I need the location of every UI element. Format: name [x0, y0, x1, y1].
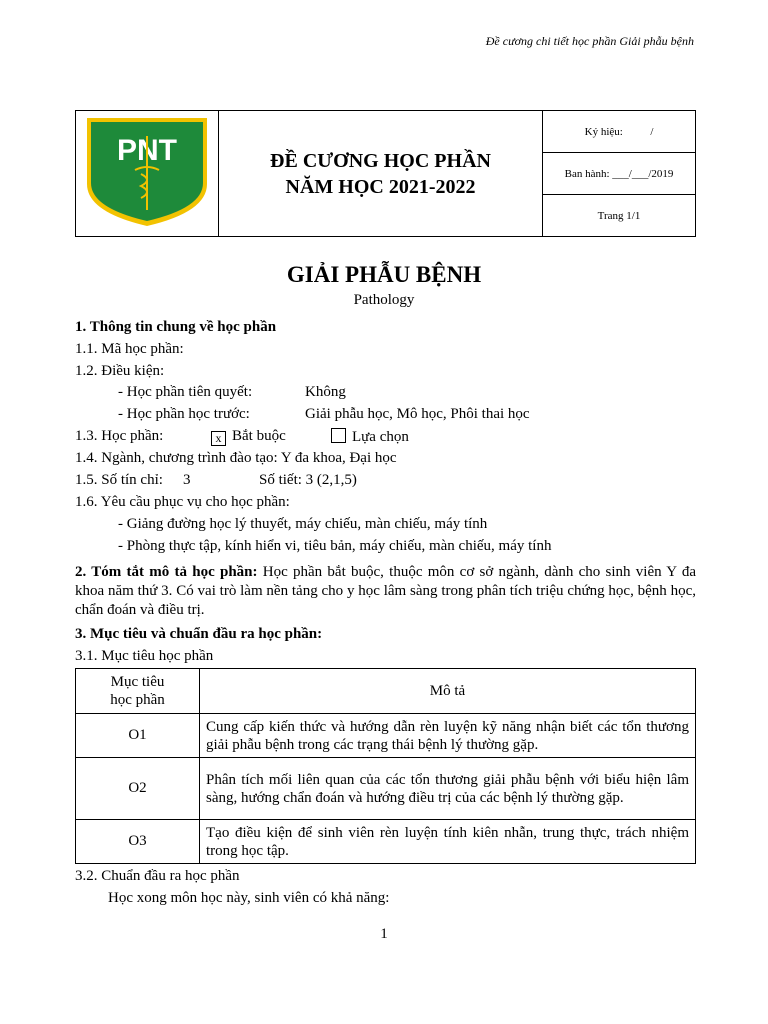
table-header-row [76, 669, 696, 714]
objective-description: Tạo điều kiện để sinh viên rèn luyện tính kiên nhẫn, trung thực, trách nhiệm trong học tập. [200, 820, 696, 864]
table-header-objective: Mục tiêu học phần [76, 669, 200, 714]
section2-heading: 2. Tóm tắt mô tả học phần: [75, 564, 258, 580]
section1-heading: 1. Thông tin chung về học phần [75, 319, 277, 335]
document-title-cell [219, 111, 543, 237]
hoc-truoc-value: Giải phẫu học, Mô học, Phôi thai học [305, 406, 530, 422]
page-number: 1 [380, 926, 388, 942]
lua-chon-checkbox [331, 428, 346, 443]
section3-2-text: Học xong môn học này, sinh viên có khả năng: [108, 890, 390, 906]
table-row [76, 820, 696, 864]
objective-description: Cung cấp kiến thức và hướng dẫn rèn luyện kỹ năng nhận biết các tổn thương giải phẫu bệnh trong các trạng thái bệnh lý thường gặp. [200, 714, 696, 758]
section3-1-heading: 3.1. Mục tiêu học phần [75, 648, 214, 664]
table-row [76, 714, 696, 758]
section2-text: Học phần bắt buộc, thuộc môn cơ sở ngành, dành cho sinh viên Y đa khoa năm thứ 3. Có vai trò làm nền tảng cho y học lâm sàng trong phân tích triệu chứng học, bệnh học, chẩn đoán và điều trị. [75, 564, 696, 618]
section3-2-heading: 3.2. Chuẩn đầu ra học phần [75, 868, 240, 884]
ban-hanh: Ban hành: ___/___/2019 [543, 153, 696, 195]
bat-buoc-label: Bắt buộc [232, 428, 286, 444]
school-logo [83, 114, 211, 228]
so-tin-chi-label: 1.5. Số tín chỉ: [75, 472, 163, 488]
objective-code: O2 [76, 758, 200, 820]
table-header-description: Mô tả [200, 669, 696, 714]
objective-code: O1 [76, 714, 200, 758]
table-row [76, 758, 696, 820]
running-header: Đề cương chi tiết học phần Giải phẫu bệnh [485, 34, 694, 48]
objectives-table [75, 668, 696, 864]
logo-text: PNT [117, 134, 177, 167]
yeu-cau-item-2: - Phòng thực tập, kính hiển vi, tiêu bản, máy chiếu, màn chiếu, máy tính [118, 538, 552, 554]
so-tiet: Số tiết: 3 (2,1,5) [259, 472, 357, 488]
section2-paragraph [75, 563, 696, 620]
objective-description: Phân tích mối liên quan của các tổn thương giải phẫu bệnh với biểu hiện lâm sàng, hướng chẩn đoán và hướng điều trị của các bệnh lý thường gặp. [200, 758, 696, 820]
title-line-2: NĂM HỌC 2021-2022 [285, 175, 476, 198]
hoc-truoc-label: - Học phần học trước: [118, 406, 250, 422]
hoc-phan-label: 1.3. Học phần: [75, 428, 164, 444]
course-subtitle: Pathology [353, 292, 415, 308]
ky-hieu: Ký hiệu: / [543, 111, 696, 153]
objective-code: O3 [76, 820, 200, 864]
ma-hoc-phan: 1.1. Mã học phần: [75, 341, 184, 357]
yeu-cau-item-1: - Giảng đường học lý thuyết, máy chiếu, màn chiếu, máy tính [118, 516, 488, 532]
section3-heading: 3. Mục tiêu và chuẩn đầu ra học phần: [75, 626, 323, 642]
page-indicator: Trang 1/1 [543, 195, 696, 237]
tien-quyet-value: Không [305, 384, 346, 400]
dieu-kien: 1.2. Điều kiện: [75, 363, 165, 379]
header-table [75, 110, 696, 237]
so-tin-chi-value: 3 [183, 472, 191, 488]
course-title: GIẢI PHẪU BỆNH [286, 262, 482, 287]
bat-buoc-option [211, 428, 286, 446]
yeu-cau-heading: 1.6. Yêu cầu phục vụ cho học phần: [75, 494, 290, 510]
bat-buoc-checkbox: x [211, 431, 226, 446]
title-line-1: ĐỀ CƯƠNG HỌC PHẦN [270, 149, 491, 172]
logo-cell [76, 111, 219, 237]
lua-chon-label: Lựa chọn [352, 429, 409, 445]
lua-chon-option [331, 428, 409, 446]
tien-quyet-label: - Học phần tiên quyết: [118, 384, 253, 400]
nganh-dao-tao: 1.4. Ngành, chương trình đào tạo: Y đa khoa, Đại học [75, 450, 397, 466]
